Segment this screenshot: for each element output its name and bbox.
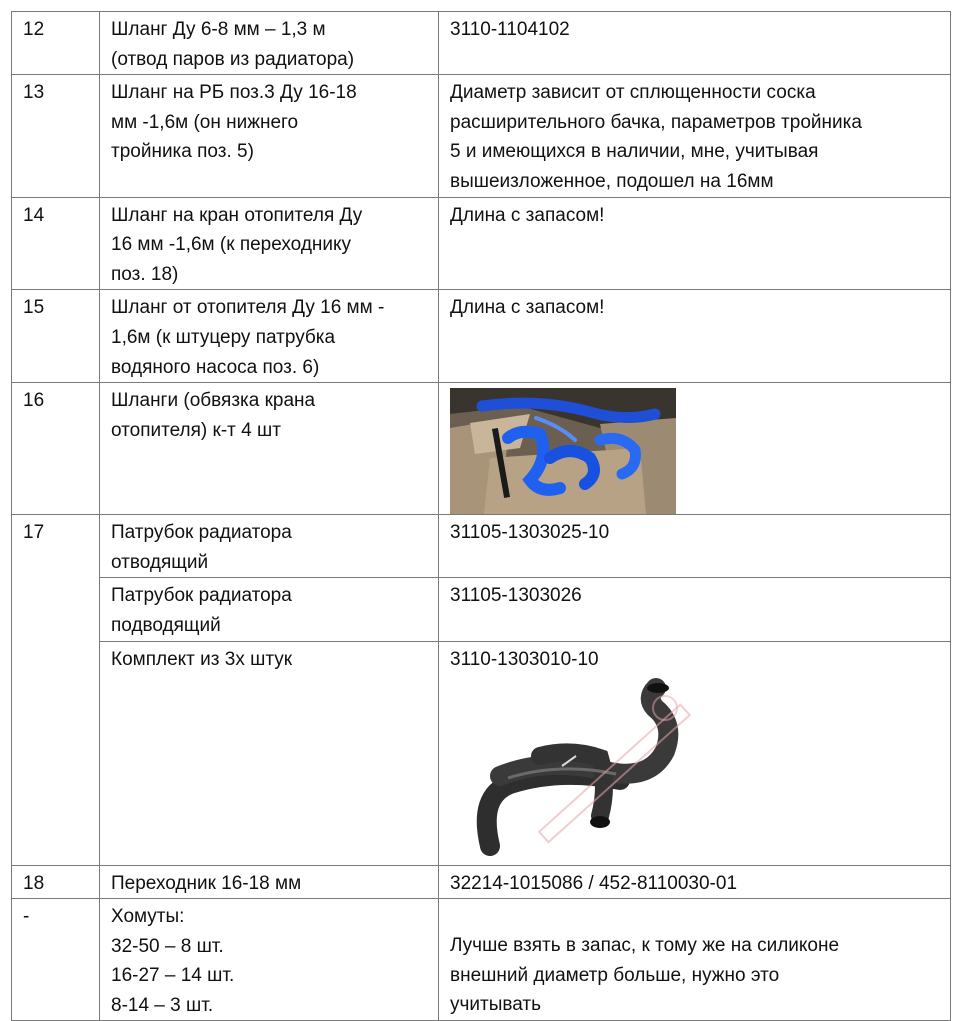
table-row	[12, 578, 951, 641]
row-part-number: 3110-1104102	[439, 12, 951, 75]
row-description: Патрубок радиатора подводящий	[100, 578, 439, 641]
row-photo-cell	[439, 383, 951, 515]
row-description: Шланг Ду 6-8 мм – 1,3 м (отвод паров из радиатора)	[100, 12, 439, 75]
row-description: Переходник 16-18 мм	[100, 865, 439, 899]
row-description: Комплект из 3х штук	[100, 641, 439, 865]
table-row	[12, 383, 951, 515]
row-number: 17	[12, 515, 100, 865]
blue-hoses-photo	[450, 388, 676, 514]
table-row	[12, 865, 951, 899]
row-number: 18	[12, 865, 100, 899]
table-row	[12, 12, 951, 75]
row-part-number: 32214-1015086 / 452-8110030-01	[439, 865, 951, 899]
row-note: Диаметр зависит от сплющенности соска расширительного бачка, параметров тройника 5 и имеющихся в наличии, мне, учитывая вышеизложенное, подошел на 16мм	[439, 75, 951, 197]
row-number: 14	[12, 197, 100, 290]
table-row	[12, 290, 951, 383]
row-number: 12	[12, 12, 100, 75]
table-row	[12, 641, 951, 865]
table-row	[12, 515, 951, 578]
row-note: Длина с запасом!	[439, 290, 951, 383]
row-part-number: 3110-1303010-10	[439, 641, 951, 865]
row-number: -	[12, 899, 100, 1021]
row-description: Патрубок радиатора отводящий	[100, 515, 439, 578]
row-description: Шланг на РБ поз.3 Ду 16-18 мм -1,6м (он нижнего тройника поз. 5)	[100, 75, 439, 197]
row-number: 15	[12, 290, 100, 383]
parts-table	[11, 11, 951, 1021]
row-number: 13	[12, 75, 100, 197]
table-row	[12, 899, 951, 1021]
row-number: 16	[12, 383, 100, 515]
row-description: Шланг на кран отопителя Ду 16 мм -1,6м (к переходнику поз. 18)	[100, 197, 439, 290]
row-description: Хомуты: 32-50 – 8 шт. 16-27 – 14 шт. 8-14 – 3 шт.	[100, 899, 439, 1021]
table-row	[12, 75, 951, 197]
row-part-number: 31105-1303026	[439, 578, 951, 641]
radiator-hoses-photo	[450, 676, 710, 856]
row-part-number: 31105-1303025-10	[439, 515, 951, 578]
row-note: Длина с запасом!	[439, 197, 951, 290]
row-description: Шланг от отопителя Ду 16 мм - 1,6м (к штуцеру патрубка водяного насоса поз. 6)	[100, 290, 439, 383]
row-note: Лучше взять в запас, к тому же на силиконе внешний диаметр больше, нужно это учитывать	[439, 899, 951, 1021]
row-description: Шланги (обвязка крана отопителя) к-т 4 шт	[100, 383, 439, 515]
table-row	[12, 197, 951, 290]
